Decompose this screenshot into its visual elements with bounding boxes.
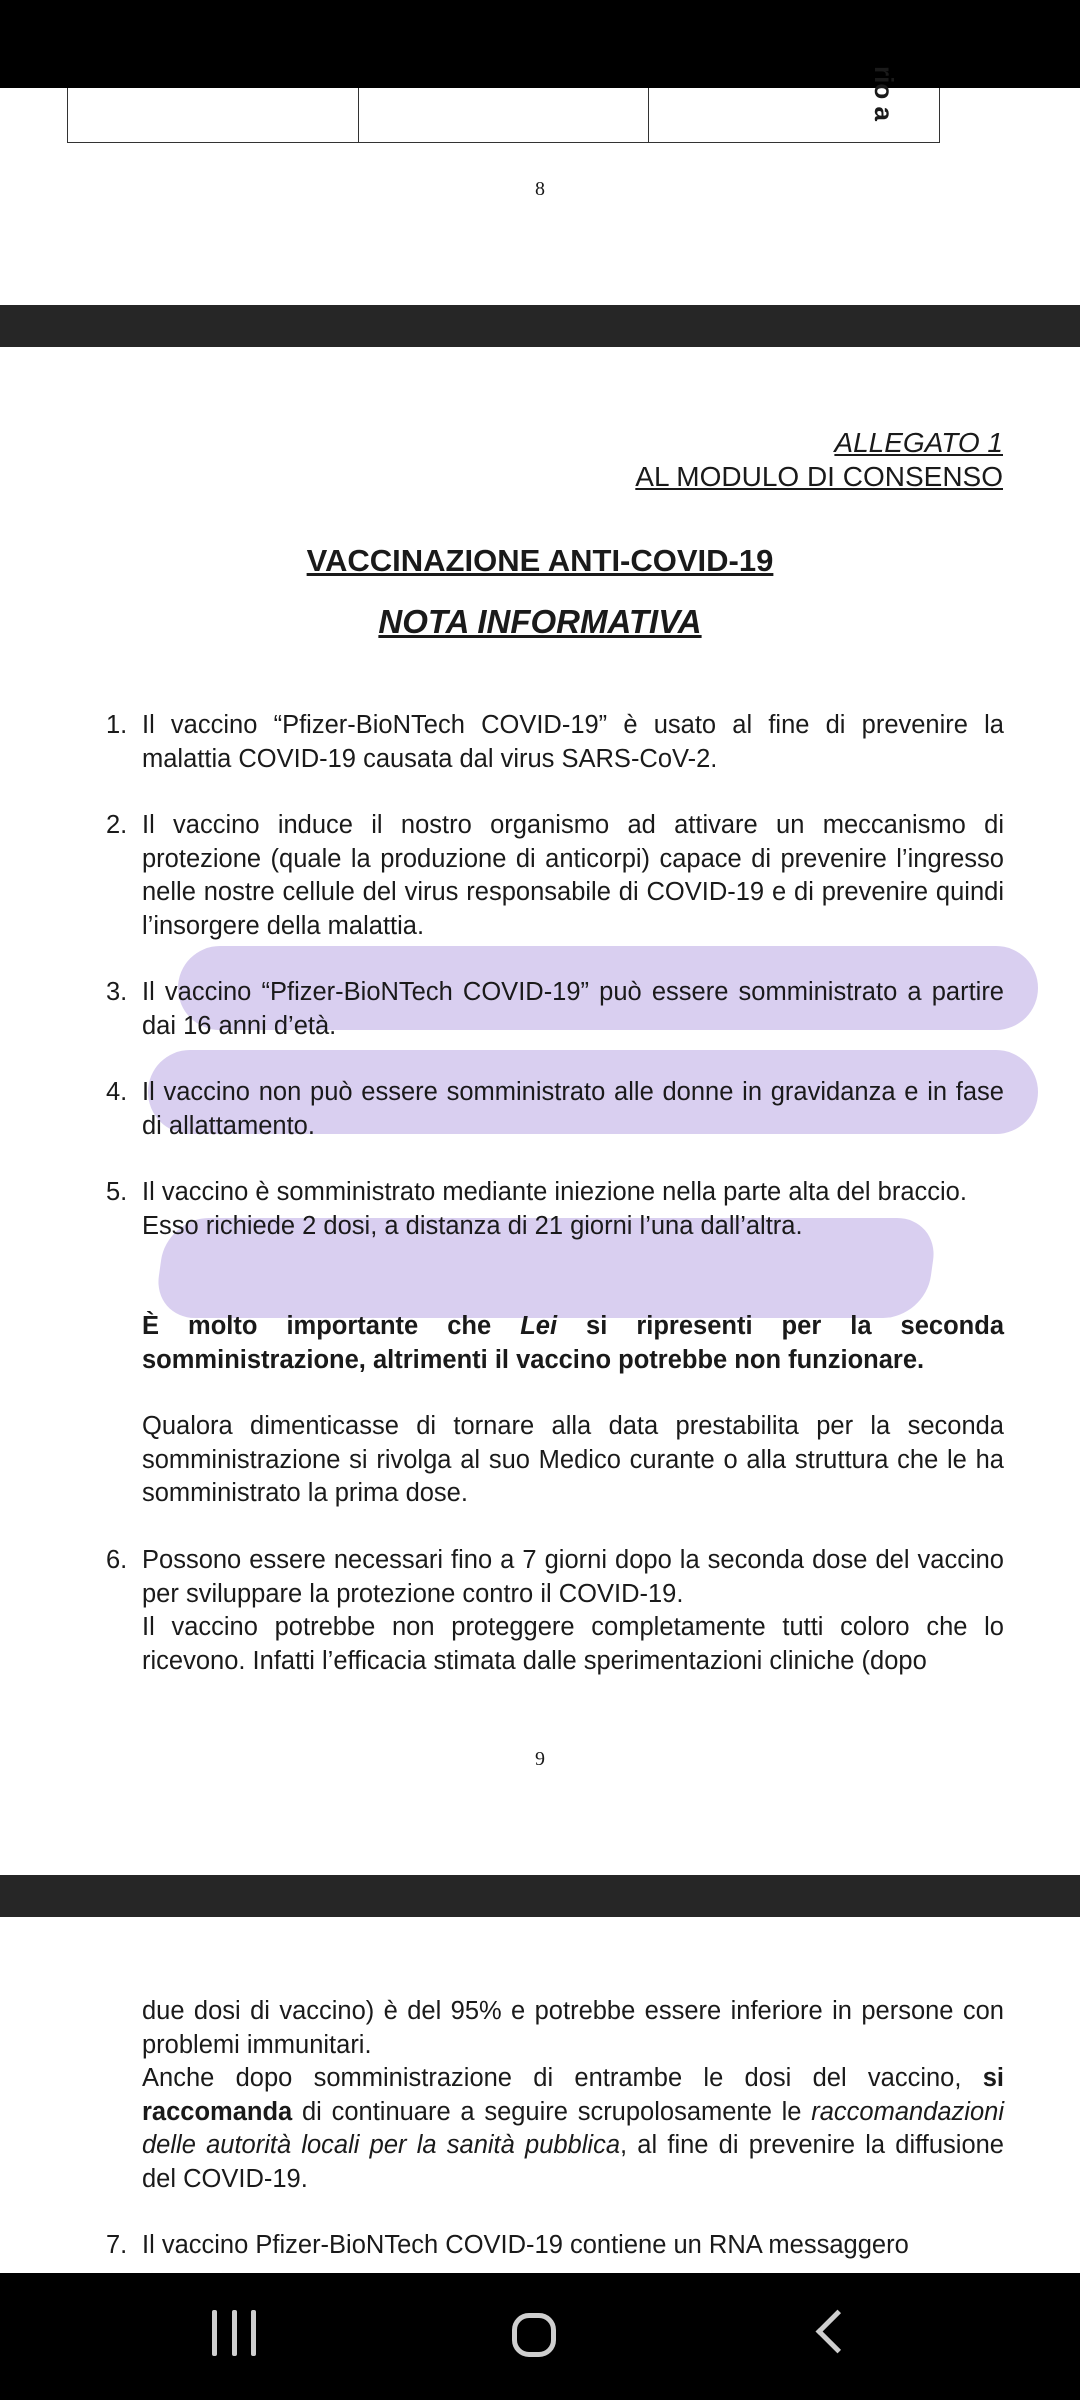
- table-cell: [359, 88, 650, 142]
- list-item: 2. Il vaccino induce il nostro organismo ad attivare un meccanismo di protezione (quale la produzione di anticorpi) capace di prevenire l’ingresso nelle nostre cellule del virus responsabile di COVID-19 e di prevenire quindi l’insorgere della malattia.: [106, 811, 1004, 940]
- list-item: 1. Il vaccino “Pfizer-BioNTech COVID-19” è usato al fine di prevenire la malattia COVID-19 causata dal virus SARS-CoV-2.: [106, 711, 1004, 773]
- table-cell: [68, 88, 359, 142]
- paragraph: due dosi di vaccino) è del 95% e potrebbe essere inferiore in persone con problemi immunitari. Anche dopo somministrazione di entrambe le dosi del vaccino, si raccomanda di continuare a seguire scrupolosamente le raccomandazioni delle autorità locali per la sanità pubblica, al fine di prevenire la diffusione del COVID-19.: [142, 1997, 1004, 2193]
- list-item: 4. Il vaccino non può essere somministrato alle donne in gravidanza e in fase di allattamento.: [106, 1078, 1004, 1140]
- list-item: 5. Il vaccino è somministrato mediante iniezione nella parte alta del braccio. Esso richiede 2 dosi, a distanza di 21 giorni l’una dall’altra.: [106, 1178, 967, 1240]
- list-item: 6. Possono essere necessari fino a 7 giorni dopo la seconda dose del vaccino per sviluppare la protezione contro il COVID-19. Il vaccino potrebbe non proteggere completamente tutti coloro che lo ricevono. Infatti l’efficacia stimata dalle sperimentazioni cliniche (dopo: [106, 1546, 1004, 1675]
- allegato-header: [635, 426, 1003, 494]
- page-separator: [0, 305, 1080, 347]
- document-title: VACCINAZIONE ANTI-COVID-19: [306, 543, 774, 578]
- page-number: 9: [535, 1748, 545, 1770]
- recents-icon[interactable]: [212, 2310, 256, 2356]
- rotated-cell-text: rio a: [869, 66, 900, 121]
- allegato-label: ALLEGATO 1: [834, 427, 1003, 458]
- home-icon[interactable]: [512, 2313, 556, 2357]
- status-bar: [0, 0, 1080, 88]
- modulo-label: AL MODULO DI CONSENSO: [635, 461, 1003, 492]
- list-item: 7. Il vaccino Pfizer-BioNTech COVID-19 contiene un RNA messaggero: [106, 2231, 909, 2259]
- important-note: È molto importante che Lei si ripresenti per la seconda somministrazione, altrimenti il vaccino potrebbe non funzionare.: [142, 1312, 1004, 1374]
- table-bottom: [67, 66, 940, 143]
- page-separator: [0, 1875, 1080, 1917]
- paragraph: Qualora dimenticasse di tornare alla data prestabilita per la seconda somministrazione si rivolga al suo Medico curante o alla struttura che le ha somministrato la prima dose.: [142, 1412, 1004, 1507]
- page-number: 8: [535, 178, 545, 200]
- list-item: 3. Il vaccino “Pfizer-BioNTech COVID-19” può essere somministrato a partire dai 16 anni d’età.: [106, 978, 1004, 1040]
- table-cell: [649, 66, 939, 142]
- document-subtitle: NOTA INFORMATIVA: [378, 603, 702, 640]
